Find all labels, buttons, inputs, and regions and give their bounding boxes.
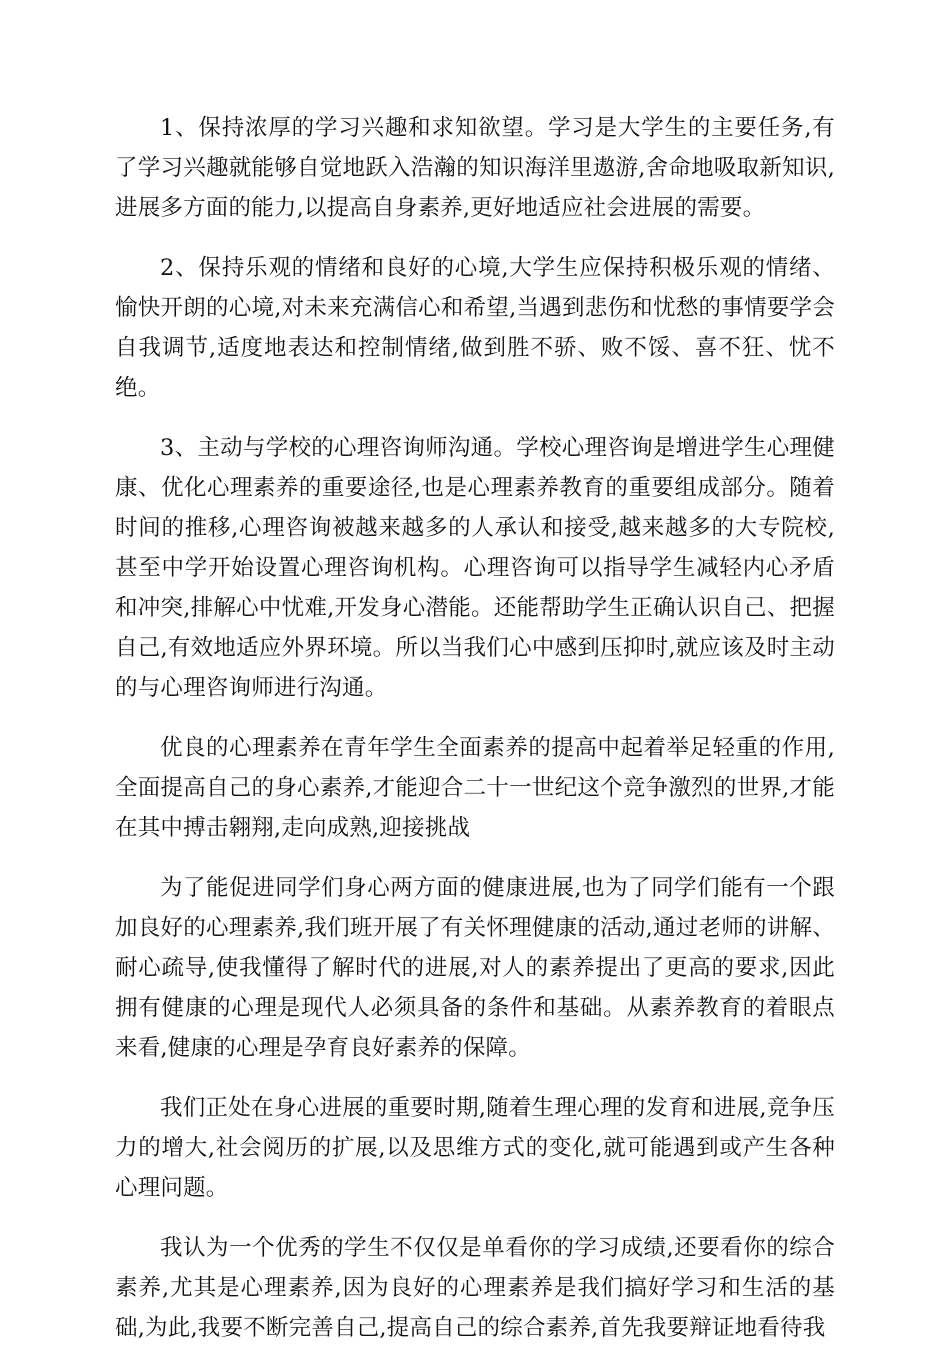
paragraph-counseling: 3、主动与学校的心理咨询师沟通。学校心理咨询是增进学生心理健康、优化心理素养的重要途径,也是心理素养教育的重要组成部分。随着时间的推移,心理咨询被越来越多的人承认和接受,越来越多的大专院校,甚至中学开始设置心理咨询机构。心理咨询可以指导学生减轻内心矛盾和冲突,排解心中忧难,开发身心潜能。还能帮助学生正确认识自己、把握自己,有效地适应外界环境。所以当我们心中感到压抑时,就应该及时主动的与心理咨询师进行沟通。 (115, 435, 835, 701)
paragraph-quality-importance: 优良的心理素养在青年学生全面素养的提高中起着举足轻重的作用,全面提高自己的身心素养,才能迎合二十一世纪这个竞争激烈的世界,才能在其中搏击翱翔,走向成熟,迎接挑战 (115, 735, 835, 841)
paragraph-class-activity: 为了能促进同学们身心两方面的健康进展,也为了同学们能有一个跟加良好的心理素养,我们班开展了有关怀理健康的活动,通过老师的讲解、耐心疏导,使我懂得了解时代的进展,对人的素养提出了更高的要求,因此拥有健康的心理是现代人必须具备的条件和基础。从素养教育的着眼点来看,健康的心理是孕育良好素养的保障。 (115, 875, 835, 1061)
paragraph-excellent-student: 我认为一个优秀的学生不仅仅是单看你的学习成绩,还要看你的综合素养,尤其是心理素养,因为良好的心理素养是我们搞好学习和生活的基础,为此,我要不断完善自己,提高自己的综合素养,首先我要辩证地看待我 (115, 1235, 835, 1341)
document-page (115, 108, 835, 1368)
paragraph-interest: 1、保持浓厚的学习兴趣和求知欲望。学习是大学生的主要任务,有了学习兴趣就能够自觉地跃入浩瀚的知识海洋里遨游,舍命地吸取新知识,进展多方面的能力,以提高自身素养,更好地适应社会进展的需要。 (115, 115, 835, 221)
paragraph-development-period: 我们正处在身心进展的重要时期,随着生理心理的发育和进展,竞争压力的增大,社会阅历的扩展,以及思维方式的变化,就可能遇到或产生各种心理问题。 (115, 1095, 835, 1201)
paragraph-optimism: 2、保持乐观的情绪和良好的心境,大学生应保持积极乐观的情绪、愉快开朗的心境,对未来充满信心和希望,当遇到悲伤和忧愁的事情要学会自我调节,适度地表达和控制情绪,做到胜不骄、败不馁、喜不狂、忧不绝。 (115, 255, 835, 401)
